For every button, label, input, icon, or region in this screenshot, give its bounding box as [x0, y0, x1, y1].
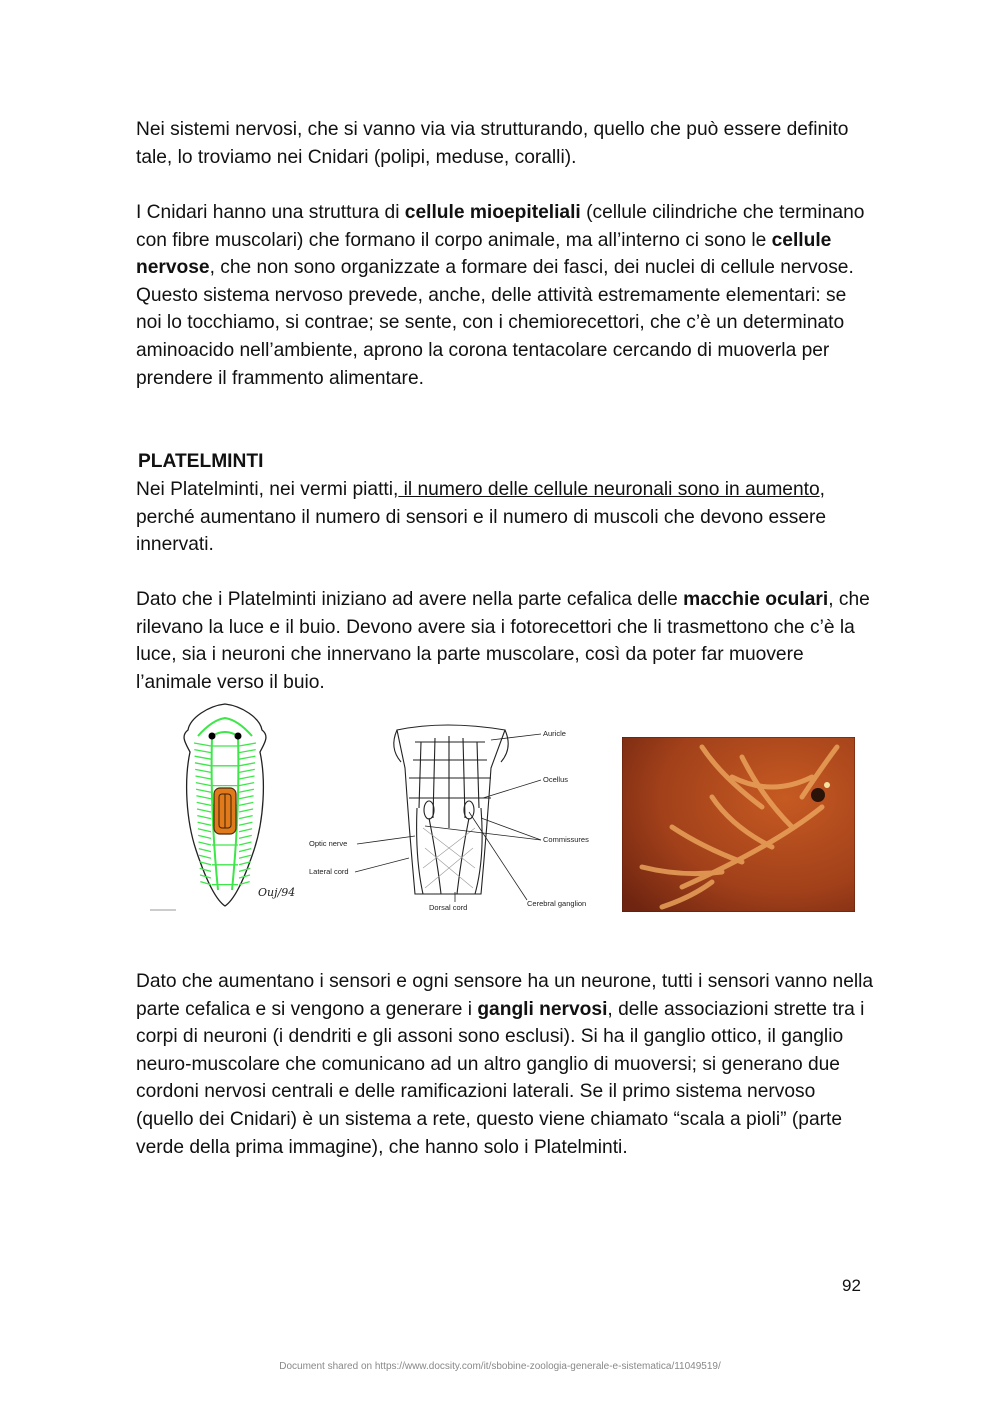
term-gangli-nervosi: gangli nervosi — [477, 998, 608, 1020]
label-cerebral-ganglion: Cerebral ganglion — [527, 899, 587, 908]
signature-mark: Ouj/94 — [258, 886, 296, 899]
paragraph-macchie-oculari: Dato che i Platelminti iniziano ad avere nella parte cefalica delle macchie oculari, che rilevano la luce e il buio. Devono avere sia i fotorecettori che li trasmettono che c’è la luce, sia i neuroni che innervano la parte muscolare, così da poter far muovere l’animale verso il buio. — [136, 589, 870, 693]
term-macchie-oculari: macchie oculari — [683, 589, 829, 610]
underlined-phrase: il numero delle cellule neuronali sono in aumento — [398, 479, 820, 500]
paragraph-cnidari-intro: Nei sistemi nervosi, che si vanno via via strutturando, quello che può essere definito tale, lo troviamo nei Cnidari (polipi, meduse, coralli). — [136, 119, 849, 168]
label-dorsal-cord: Dorsal cord — [429, 903, 468, 912]
term-cellule-nervose: cellule nervose — [136, 229, 832, 279]
flatworm-cephalic-diagram — [305, 718, 615, 916]
planarian-ladder-illustration — [150, 700, 300, 912]
paragraph-gangli-nervosi: Dato che aumentano i sensori e ogni sensore ha un neurone, tutti i sensori vanno nella parte cefalica e si vengono a generare i gangli nervosi, delle associazioni strette tra i corpi di neuroni (i dendriti e gli assoni sono esclusi). Si ha il ganglio ottico, il ganglio neuro-muscolare che comunicano ad un altro ganglio di muoversi; si generano due cordoni nervosi centrali e delle ramificazioni laterali. Se il primo sistema nervoso (quello dei Cnidari) è un sistema a rete, questo viene chiamato “scala a pioli” (parte verde della prima immagine), che hanno solo i Platelminti. — [136, 971, 874, 1158]
paragraph-cnidari-structure: I Cnidari hanno una struttura di cellule mioepiteliali (cellule cilindriche che terminano con fibre muscolari) che formano il corpo animale, ma all’interno ci sono le cellule nervose, che non sono organizzate a formare dei fasci, dei nuclei di cellule nervose. Questo sistema nervoso prevede, anche, delle attività estremamente elementari: se noi lo tocchiamo, si contrae; se sente, con i chemiorecettori, che c’è un determinato aminoacido nell’ambiente, aprono la corona tentacolare cercando di muoverla per prendere il frammento alimentare. — [136, 202, 865, 389]
paragraph-platelminti-neurons: Nei Platelminti, nei vermi piatti, il numero delle cellule neuronali sono in aumento, perché aumentano il numero di sensori e il numero di muscoli che devono essere innervati. — [136, 479, 827, 556]
section-heading: PLATELMINTI — [138, 451, 264, 472]
term-cellule-mioepiteliali: cellule mioepiteliali — [404, 202, 581, 223]
label-lateral-cord: Lateral cord — [309, 867, 349, 876]
label-optic-nerve: Optic nerve — [309, 839, 348, 848]
label-commissures: Commissures — [543, 835, 589, 844]
page-number: 92 — [842, 1276, 861, 1295]
stained-flatworm-photo — [622, 737, 855, 912]
label-auricle: Auricle — [543, 729, 566, 738]
label-ocellus: Ocellus — [543, 775, 569, 784]
footer-source-note: Document shared on https://www.docsity.com/it/sbobine-zoologia-generale-e-sistematica/11049519/ — [279, 1361, 721, 1372]
